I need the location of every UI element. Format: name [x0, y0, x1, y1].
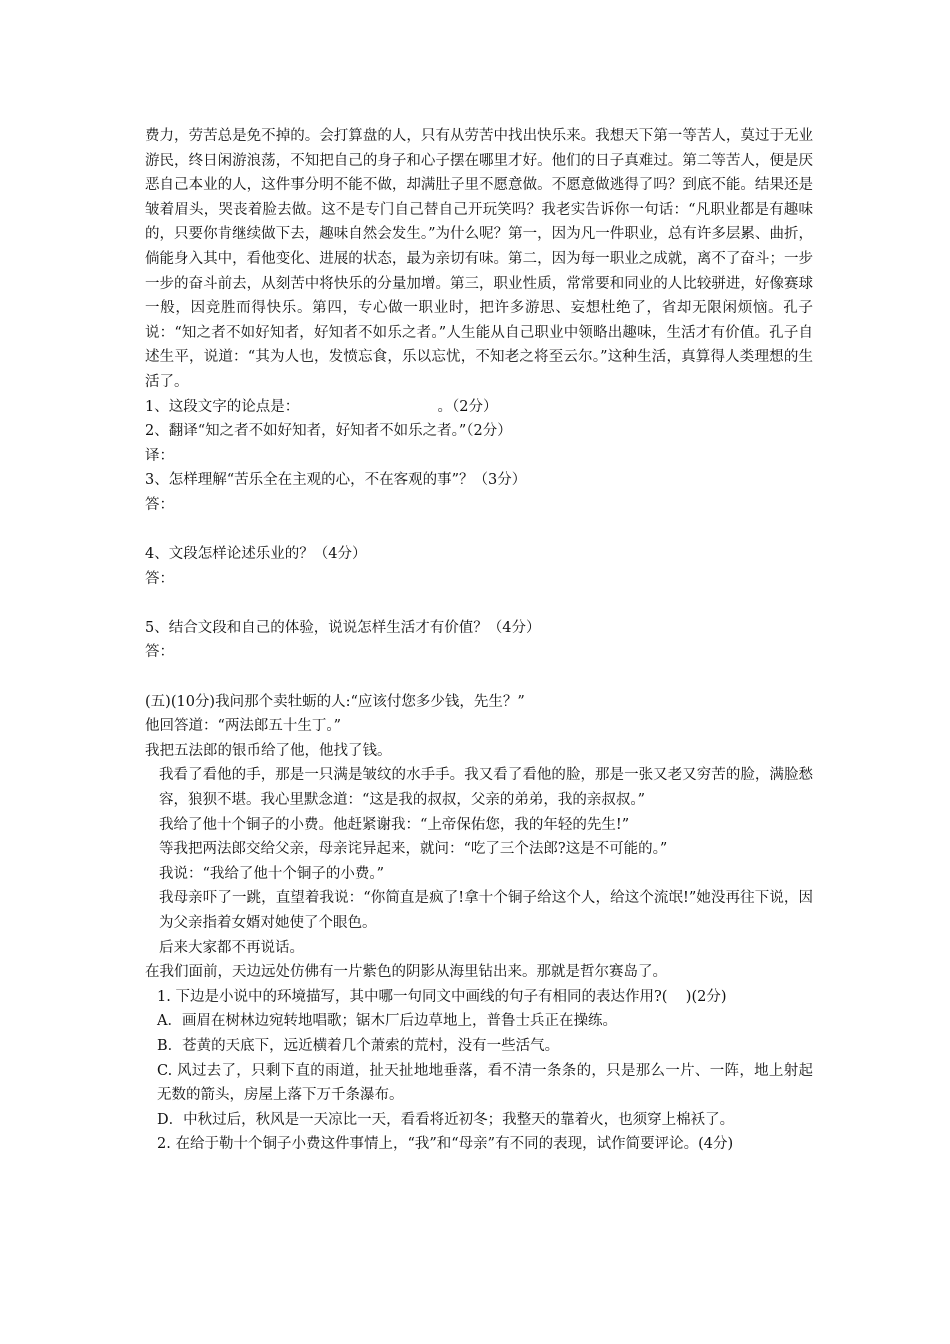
passage-5-line-7: 我说：“我给了他十个铜子的小费。”	[159, 865, 385, 882]
passage-5-para-4: 我看了看他的手，那是一只满是皱纹的水手手。我又看了看他的脸，那是一张又老又穷苦的脸，满脸愁容，狼狈不堪。我心里默念道：“这是我的叔叔，父亲的弟弟，我的亲叔叔。”	[159, 767, 813, 809]
question-4-3: 3、怎样理解“苦乐全在主观的心，不在客观的事”？（3分）	[145, 472, 527, 489]
answer-label-4-2: 译：	[145, 447, 174, 464]
answer-space	[145, 591, 813, 616]
passage-5-line-9: 后来大家都不再说话。	[159, 939, 304, 956]
answer-label-4-3: 答：	[145, 496, 174, 513]
passage-5-line-10: 在我们面前，天边远处仿佛有一片紫色的阴影从海里钻出来。那就是哲尔赛岛了。	[145, 964, 667, 981]
question-4-5: 5、结合文段和自己的体验，说说怎样生活才有价值？（4分）	[145, 619, 541, 636]
passage-5-para-8: 我母亲吓了一跳，直望着我说：“你简直是疯了!拿十个铜子给这个人，给这个流氓!”她没再往下说，因为父亲指着女婿对她使了个眼色。	[159, 890, 813, 931]
answer-label-4-4: 答：	[145, 570, 174, 587]
passage-5-line-6: 等我把两法郎交给父亲，母亲诧异起来，就问：“吃了三个法郎?这是不可能的。”	[159, 841, 668, 858]
passage-5-line-1: (五)(10分)我问那个卖牡蛎的人:“应该付您多少钱，先生？”	[145, 693, 525, 710]
option-b: B．苍黄的天底下，远近横着几个萧索的荒村，没有一些活气。	[157, 1037, 560, 1054]
option-d: D．中秋过后，秋风是一天凉比一天，看看将近初冬；我整天的靠着火，也须穿上棉袄了。	[157, 1111, 735, 1128]
question-4-4: 4、文段怎样论述乐业的？（4分）	[145, 546, 367, 563]
answer-space	[145, 518, 813, 543]
option-c: C. 风过去了，只剩下直的雨道，扯天扯地地垂落，看不清一条条的，只是那么一片、一阵，地上射起无数的箭头，房屋上落下万千条瀑布。	[157, 1062, 813, 1104]
passage-5-line-5: 我给了他十个铜子的小费。他赶紧谢我：“上帝保佑您，我的年轻的先生!”	[159, 816, 630, 833]
document-page	[145, 124, 813, 1157]
question-4-1: 1、这段文字的论点是： 。（2分）	[145, 398, 498, 415]
question-4-2: 2、翻译“知之者不如好知者，好知者不如乐之者。”（2分）	[145, 423, 512, 440]
passage-5-line-2: 他回答道：“两法郎五十生丁。”	[145, 718, 342, 735]
answer-space	[145, 665, 813, 690]
passage-5-line-3: 我把五法郎的银币给了他，他找了钱。	[145, 742, 392, 759]
answer-label-4-5: 答：	[145, 644, 174, 661]
question-5-2: 2. 在给于勒十个铜子小费这件事情上，“我”和“母亲”有不同的表现，试作简要评论。(4分)	[157, 1136, 734, 1153]
passage-4-text: 费力，劳苦总是免不掉的。会打算盘的人，只有从劳苦中找出快乐来。我想天下第一等苦人，莫过于无业游民，终日闲游浪荡，不知把自己的身子和心子摆在哪里才好。他们的日子真难过。第二等苦人，便是厌恶自己本业的人，这件事分明不能不做，却满肚子里不愿意做。不愿意做逃得了吗？到底不能。结果还是皱着眉头，哭丧着脸去做。这不是专门自己替自己开玩笑吗？我老实告诉你一句话：“凡职业都是有趣味的，只要你肯继续做下去，趣味自然会发生。”为什么呢？第一，因为凡一件职业，总有许多层累、曲折，倘能身入其中，看他变化、进展的状态，最为亲切有味。第二，因为每一职业之成就，离不了奋斗；一步一步的奋斗前去，从刻苦中将快乐的分量加增。第三，职业性质，常常要和同业的人比较骈进，好像赛球一般，因竞胜而得快乐。第四，专心做一职业时，把许多游思、妄想杜绝了，省却无限闲烦恼。孔子说：“知之者不如好知者，好知者不如乐之者。”人生能从自己职业中领略出趣味，生活才有价值。孔子自述生平，说道：“其为人也，发愤忘食，乐以忘忧，不知老之将至云尔。”这种生活，真算得人类理想的生活了。	[145, 128, 813, 390]
question-5-1: 1. 下边是小说中的环境描写，其中哪一句同文中画线的句子有相同的表达作用?( )(2分)	[157, 988, 727, 1005]
option-a: A．画眉在树林边宛转地唱歌；锯木厂后边草地上，普鲁士兵正在操练。	[157, 1013, 617, 1030]
